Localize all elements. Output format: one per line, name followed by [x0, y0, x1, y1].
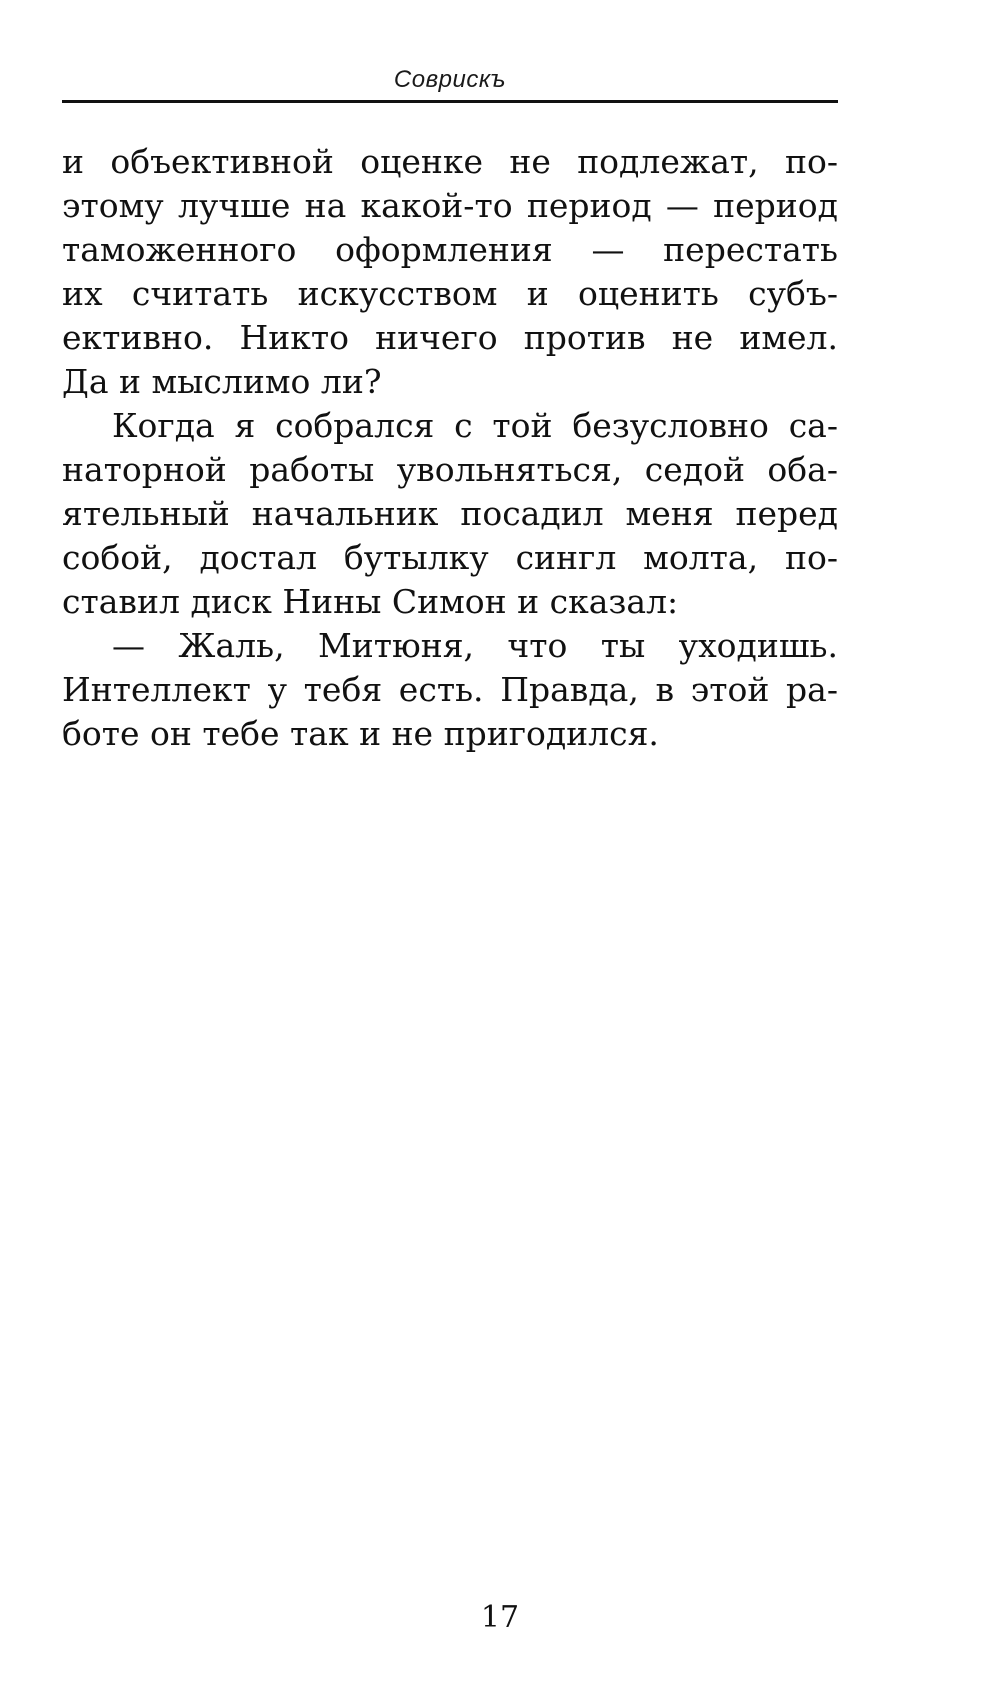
text-line: их считать искусством и оценить субъ-	[62, 274, 838, 313]
text-line: этому лучше на какой-то период — период	[62, 186, 838, 225]
page-number: 17	[480, 1600, 520, 1635]
text-line: Да и мыслимо ли?	[62, 362, 382, 401]
paragraph	[62, 140, 838, 404]
text-line: ективно. Никто ничего против не имел.	[62, 318, 838, 357]
paragraph	[62, 624, 838, 756]
text-line: таможенного оформления — перестать	[62, 230, 838, 269]
body-text	[62, 140, 838, 756]
running-head: Соврискъ	[393, 66, 507, 93]
text-line: собой, достал бутылку сингл молта, по-	[62, 538, 838, 577]
text-line: Когда я собрался с той безусловно са-	[112, 406, 838, 445]
text-line: — Жаль, Митюня, что ты уходишь.	[112, 626, 838, 665]
paragraph	[62, 404, 838, 624]
text-line: Интеллект у тебя есть. Правда, в этой ра-	[62, 670, 838, 709]
text-line: ставил диск Нины Симон и сказал:	[62, 582, 679, 621]
text-line: наторной работы увольняться, седой оба-	[62, 450, 838, 489]
header-rule	[62, 100, 838, 103]
text-line: и объективной оценке не подлежат, по-	[62, 142, 838, 181]
text-line: ятельный начальник посадил меня перед	[62, 494, 838, 533]
text-line: боте он тебе так и не пригодился.	[62, 714, 659, 753]
